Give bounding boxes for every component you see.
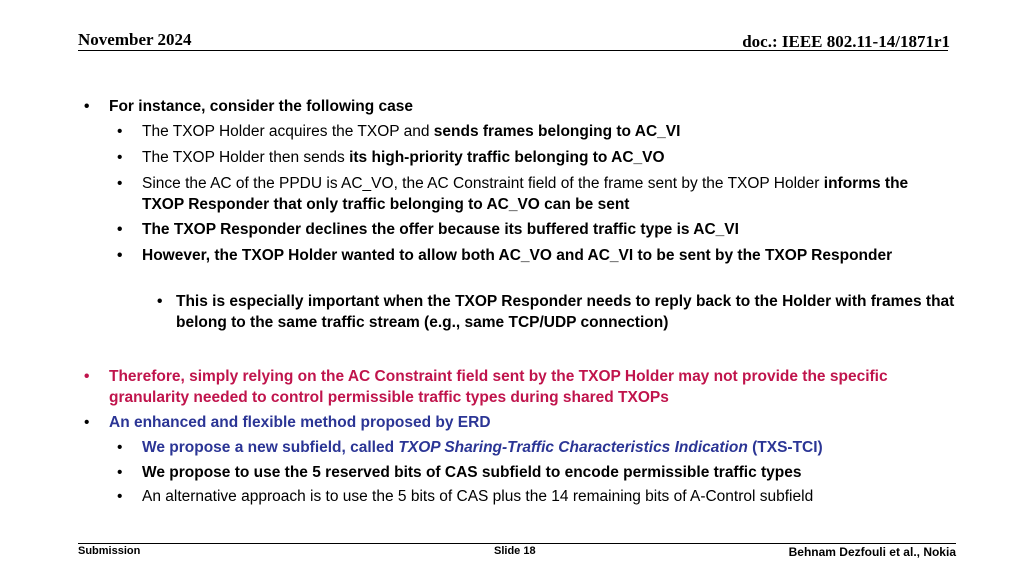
- footer-author: Behnam Dezfouli et al., Nokia: [788, 545, 956, 559]
- bullet-dot: •: [117, 123, 123, 140]
- enhanced-text: An enhanced and flexible method proposed by ERD: [109, 414, 491, 431]
- header-doc-id: doc.: IEEE 802.11-14/1871r1: [742, 32, 950, 51]
- step-5-text: However, the TXOP Holder wanted to allow both AC_VO and AC_VI to be sent by the TXOP Responder: [142, 247, 893, 264]
- bullet-dot: •: [84, 98, 90, 115]
- bullet-dot: •: [84, 414, 90, 431]
- bullet-dot: •: [84, 368, 90, 385]
- proposal-2-text: We propose to use the 5 reserved bits of CAS subfield to encode permissible traffic types: [142, 464, 802, 481]
- header-rule: [78, 50, 948, 51]
- step-2-text: The TXOP Holder then sends its high-priority traffic belonging to AC_VO: [142, 149, 665, 166]
- proposal-3-text: An alternative approach is to use the 5 bits of CAS plus the 14 remaining bits of A-Control subfield: [142, 488, 814, 505]
- step-3-text: Since the AC of the PPDU is AC_VO, the AC Constraint field of the frame sent by the TXOP Holder informs the TXOP Responder that only traffic belonging to AC_VO can be sent: [142, 175, 909, 213]
- therefore-text: Therefore, simply relying on the AC Constraint field sent by the TXOP Holder may not provide the specific granularity needed to control permissible traffic types during shared TXOPs: [109, 368, 888, 406]
- header-date: November 2024: [78, 30, 192, 49]
- proposal-1-text: We propose a new subfield, called TXOP Sharing-Traffic Characteristics Indication (TXS-TCI): [142, 439, 823, 456]
- bullet-dot: •: [157, 293, 163, 310]
- footer-submission: Submission: [78, 545, 141, 557]
- step-5-sub-text: This is especially important when the TXOP Responder needs to reply back to the Holder with frames that belong to the same traffic stream (e.g., same TCP/UDP connection): [176, 293, 955, 331]
- bullet-dot: •: [117, 464, 123, 481]
- bullet-dot: •: [117, 439, 123, 456]
- bullet-dot: •: [117, 221, 123, 238]
- step-4-text: The TXOP Responder declines the offer because its buffered traffic type is AC_VI: [142, 221, 739, 238]
- footer-slide-number: Slide 18: [494, 545, 536, 557]
- intro-text: For instance, consider the following case: [109, 98, 414, 115]
- step-1-text: The TXOP Holder acquires the TXOP and sends frames belonging to AC_VI: [142, 123, 681, 140]
- bullet-dot: •: [117, 488, 123, 505]
- bullet-dot: •: [117, 175, 123, 192]
- footer-rule: [78, 543, 956, 544]
- bullet-dot: •: [117, 149, 123, 166]
- bullet-dot: •: [117, 247, 123, 264]
